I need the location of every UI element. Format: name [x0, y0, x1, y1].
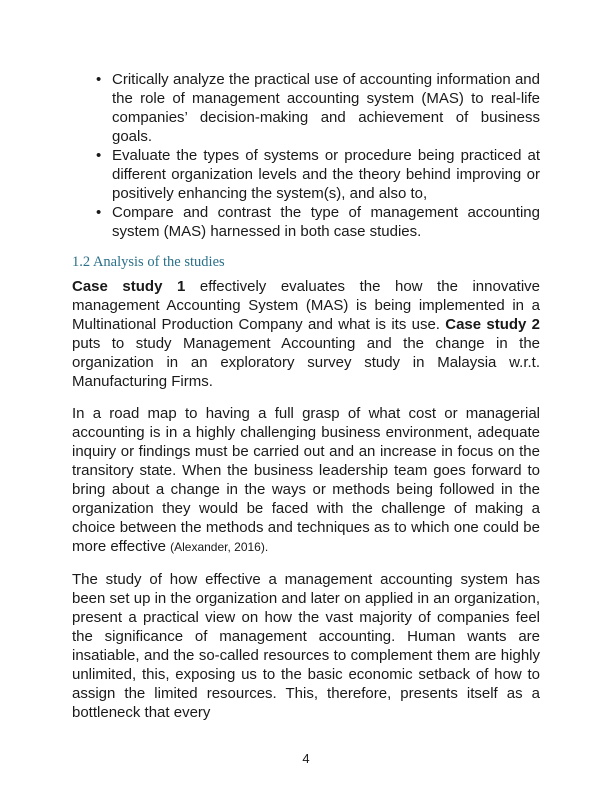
- paragraph-study-effectiveness: [72, 570, 540, 722]
- text-run: In a road map to having a full grasp of what cost or managerial accounting is in a highly challenging business environment, adequate inquiry or findings must be carried out and an increase in focus on the transitory state. When the business leadership team goes forward to bring about a change in the ways or methods being followed in the organization they would be faced with the challenge of making a choice between the methods and techniques as to which one could be more effective: [72, 405, 540, 555]
- text-run: The study of how effective a management accounting system has been set up in the organization and later on applied in an organization, present a practical view on how the vast majority of companies feel the significance of management accounting. Human wants are insatiable, and the so-called resources to complement them are highly unlimited, this, exposing us to the basic economic setback of how to assign the limited resources. This, therefore, presents itself as a bottleneck that every: [72, 571, 540, 721]
- bullet-item: • Evaluate the types of systems or procedure being practiced at different organization levels and the theory behind improving or positively enhancing the system(s), and also to,: [112, 146, 540, 203]
- text-run: effectively evaluates the how the innovative management Accounting System (MAS) is being implemented in a Multinational Production Company and what is its use.: [72, 278, 541, 333]
- page-number: 4: [302, 751, 310, 766]
- page-content: [72, 70, 540, 722]
- text-run: puts to study Management Accounting and the change in the organization in an exploratory survey study in Malaysia w.r.t. Manufacturing Firms.: [72, 335, 540, 390]
- bullet-item: • Compare and contrast the type of management accounting system (MAS) harnessed in both case studies.: [112, 203, 540, 241]
- bullet-list: [72, 70, 540, 241]
- section-heading: 1.2 Analysis of the studies: [72, 254, 225, 270]
- bold-run-case-study-1: Case study 1: [72, 278, 186, 295]
- paragraph-case-studies: [72, 277, 540, 391]
- paragraph-roadmap: [72, 404, 540, 557]
- bullet-item: • Critically analyze the practical use of accounting information and the role of management accounting system (MAS) to real-life companies’ decision-making and achievement of business goals.: [112, 70, 540, 146]
- citation: (Alexander, 2016).: [170, 540, 269, 554]
- bold-run-case-study-2: Case study 2: [445, 316, 540, 333]
